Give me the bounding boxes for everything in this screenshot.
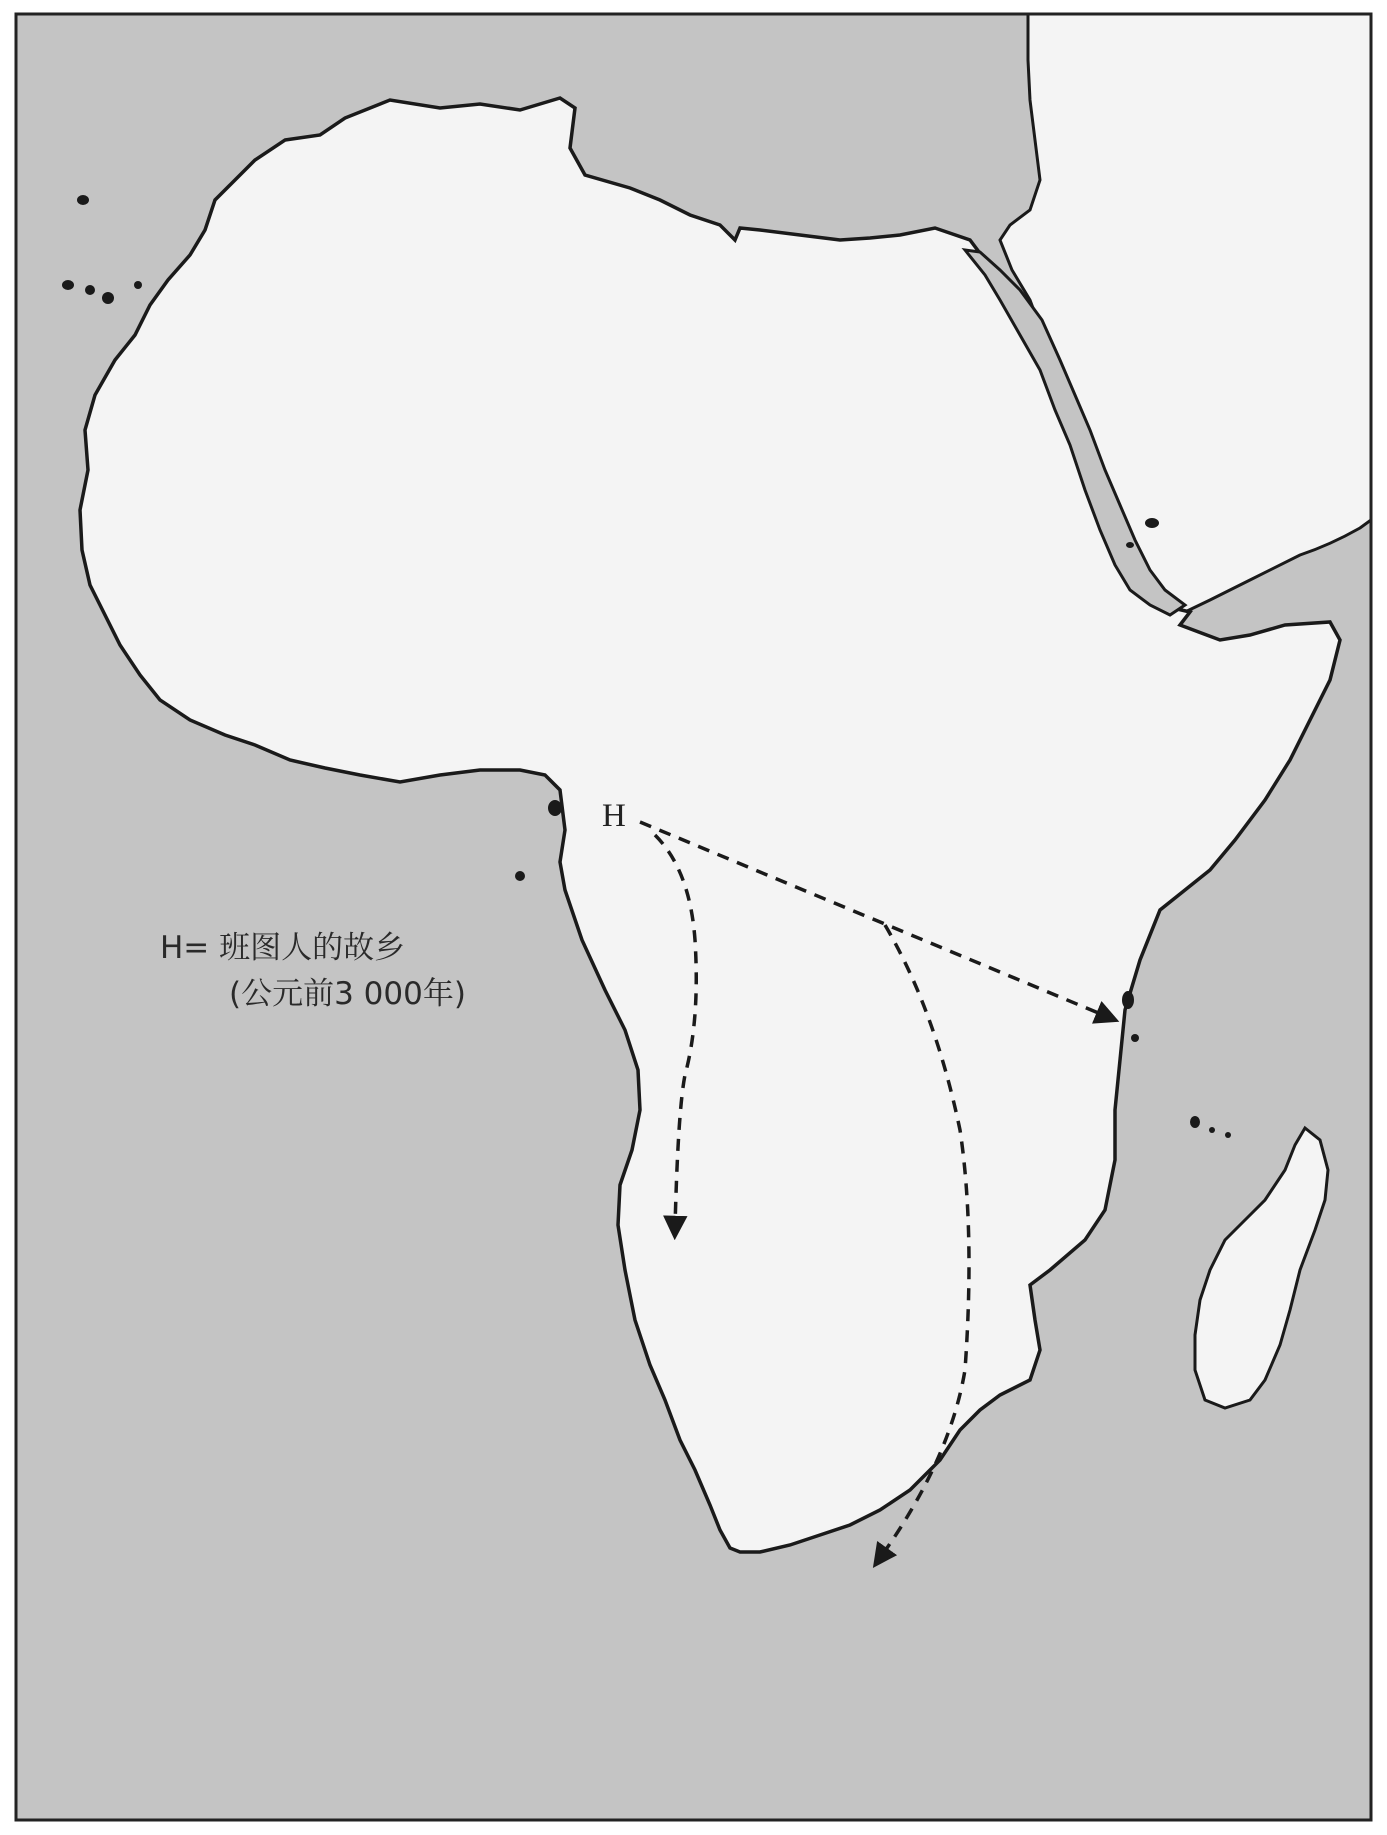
comoros-island bbox=[1225, 1132, 1231, 1138]
sao-tome-island bbox=[515, 871, 525, 881]
dahlak-island bbox=[1145, 518, 1159, 528]
legend-key: H= bbox=[160, 930, 210, 966]
bantu-homeland-marker: H bbox=[602, 798, 626, 834]
legend-line bbox=[160, 925, 466, 971]
comoros-island bbox=[1190, 1116, 1200, 1128]
cape-verde-island bbox=[102, 292, 114, 304]
zanzibar-island bbox=[1122, 991, 1134, 1009]
dahlak-island bbox=[1126, 542, 1134, 548]
cape-verde-island bbox=[85, 285, 95, 295]
cape-verde-island bbox=[62, 280, 74, 290]
cape-verde-island bbox=[134, 281, 142, 289]
bioko-island bbox=[548, 800, 562, 816]
mafia-island bbox=[1131, 1034, 1139, 1042]
legend-text: 班图人的故乡 bbox=[219, 930, 406, 966]
legend-period: (公元前3 000年) bbox=[229, 976, 466, 1012]
map-legend bbox=[160, 925, 466, 1017]
comoros-island bbox=[1209, 1127, 1215, 1133]
canary-island bbox=[77, 195, 89, 205]
